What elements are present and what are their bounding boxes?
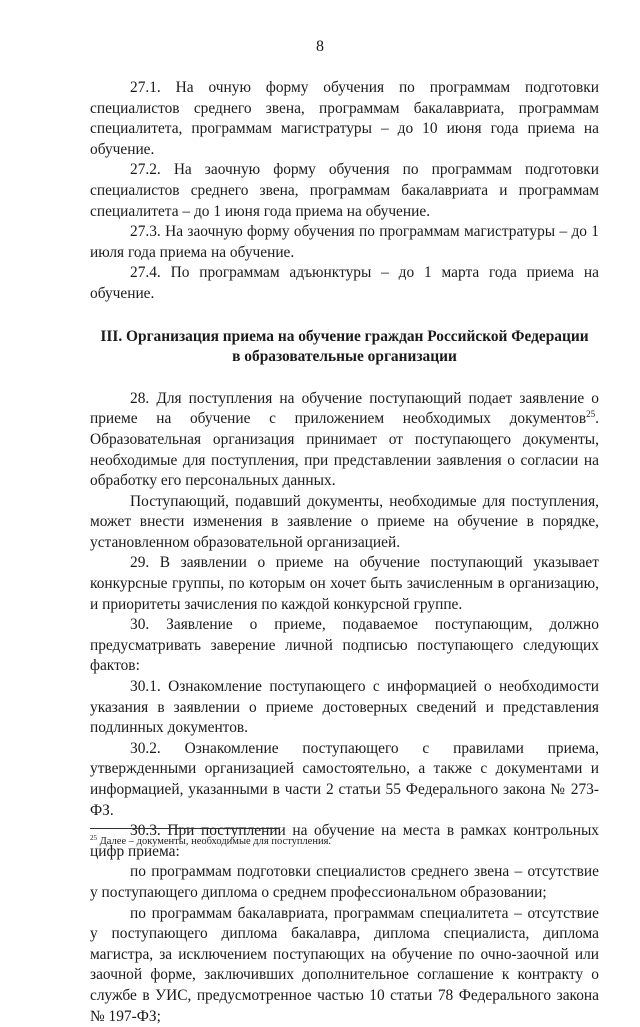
- paragraph-30: 30. Заявление о приеме, подаваемое поступающим, должно предусматривать заверение личной подписью поступающего следующих фактов:: [90, 616, 599, 675]
- footnote-divider: [90, 828, 280, 829]
- paragraph-27-4: 27.4. По программам адъюнктуры – до 1 марта года приема на обучение.: [90, 264, 599, 302]
- section-heading: [90, 327, 599, 368]
- paragraph-27-3: 27.3. На заочную форму обучения по программам магистратуры – до 1 июля года приема на обучение.: [90, 223, 599, 261]
- paragraph-30-1: 30.1. Ознакомление поступающего с информацией о необходимости указания в заявлении о приеме достоверных сведений и представления подлинных документов.: [90, 678, 599, 737]
- paragraph-27-1: 27.1. На очную форму обучения по программам подготовки специалистов среднего звена, программам бакалавриата, программам специалитета, программам магистратуры – до 10 июня года приема на обучение.: [90, 79, 599, 158]
- paragraph-28-text: 28. Для поступления на обучение поступающий подает заявление о приеме на обучение с приложением необходимых документов: [90, 389, 599, 428]
- footnote-reference: 25: [586, 409, 596, 420]
- paragraph-30-2: 30.2. Ознакомление поступающего с правилами приема, утвержденными организацией самостоятельно, а также с документами и информацией, указанными в части 2 статьи 55 Федерального закона № 273-ФЗ.: [90, 739, 599, 819]
- document-body: [90, 78, 599, 1027]
- footnote: [90, 835, 600, 848]
- paragraph-29: 29. В заявлении о приеме на обучение поступающий указывает конкурсные группы, по которым он хочет быть зачисленным в организацию, и приоритеты зачисления по каждой конкурсной группе.: [90, 554, 599, 613]
- footnote-number: 25: [90, 834, 97, 842]
- page-number: 8: [316, 38, 324, 55]
- paragraph-28-changes: Поступающий, подавший документы, необходимые для поступления, может внести изменения в заявление о приеме на обучение в порядке, установленном образовательной организацией.: [90, 492, 599, 551]
- section-heading-line-2: в образовательные организации: [232, 348, 457, 366]
- paragraph-30-3: 30.3. При поступлении на обучение на места в рамках контрольных цифр приема:: [90, 822, 599, 860]
- footnote-text: Далее – документы, необходимые для поступления.: [97, 836, 332, 847]
- paragraph-30-3-bachelor: по программам бакалавриата, программам специалитета – отсутствие у поступающего диплома бакалавра, диплома специалиста, диплома магистра, за исключением поступающих на обучение по очно-заочной или заочной форме, заключивших дополнительное соглашение к контракту о службе в УИС, предусмотренное частью 10 статьи 78 Федерального закона № 197-ФЗ;: [90, 904, 599, 1025]
- paragraph-28-tail: . Образовательная организация принимает от поступающего документы, необходимые для поступления, при представлении заявления о согласии на обработку его персональных данных.: [90, 410, 599, 490]
- paragraph-27-2: 27.2. На заочную форму обучения по программам подготовки специалистов среднего звена, программам бакалавриата и программам специалитета – до 1 июня года приема на обучение.: [90, 161, 599, 220]
- paragraph-30-3-spo: по программам подготовки специалистов среднего звена – отсутствие у поступающего диплома о среднем профессиональном образовании;: [90, 863, 599, 901]
- paragraph-28: [90, 389, 599, 492]
- section-heading-line-1: III. Организация приема на обучение граждан Российской Федерации: [100, 327, 589, 345]
